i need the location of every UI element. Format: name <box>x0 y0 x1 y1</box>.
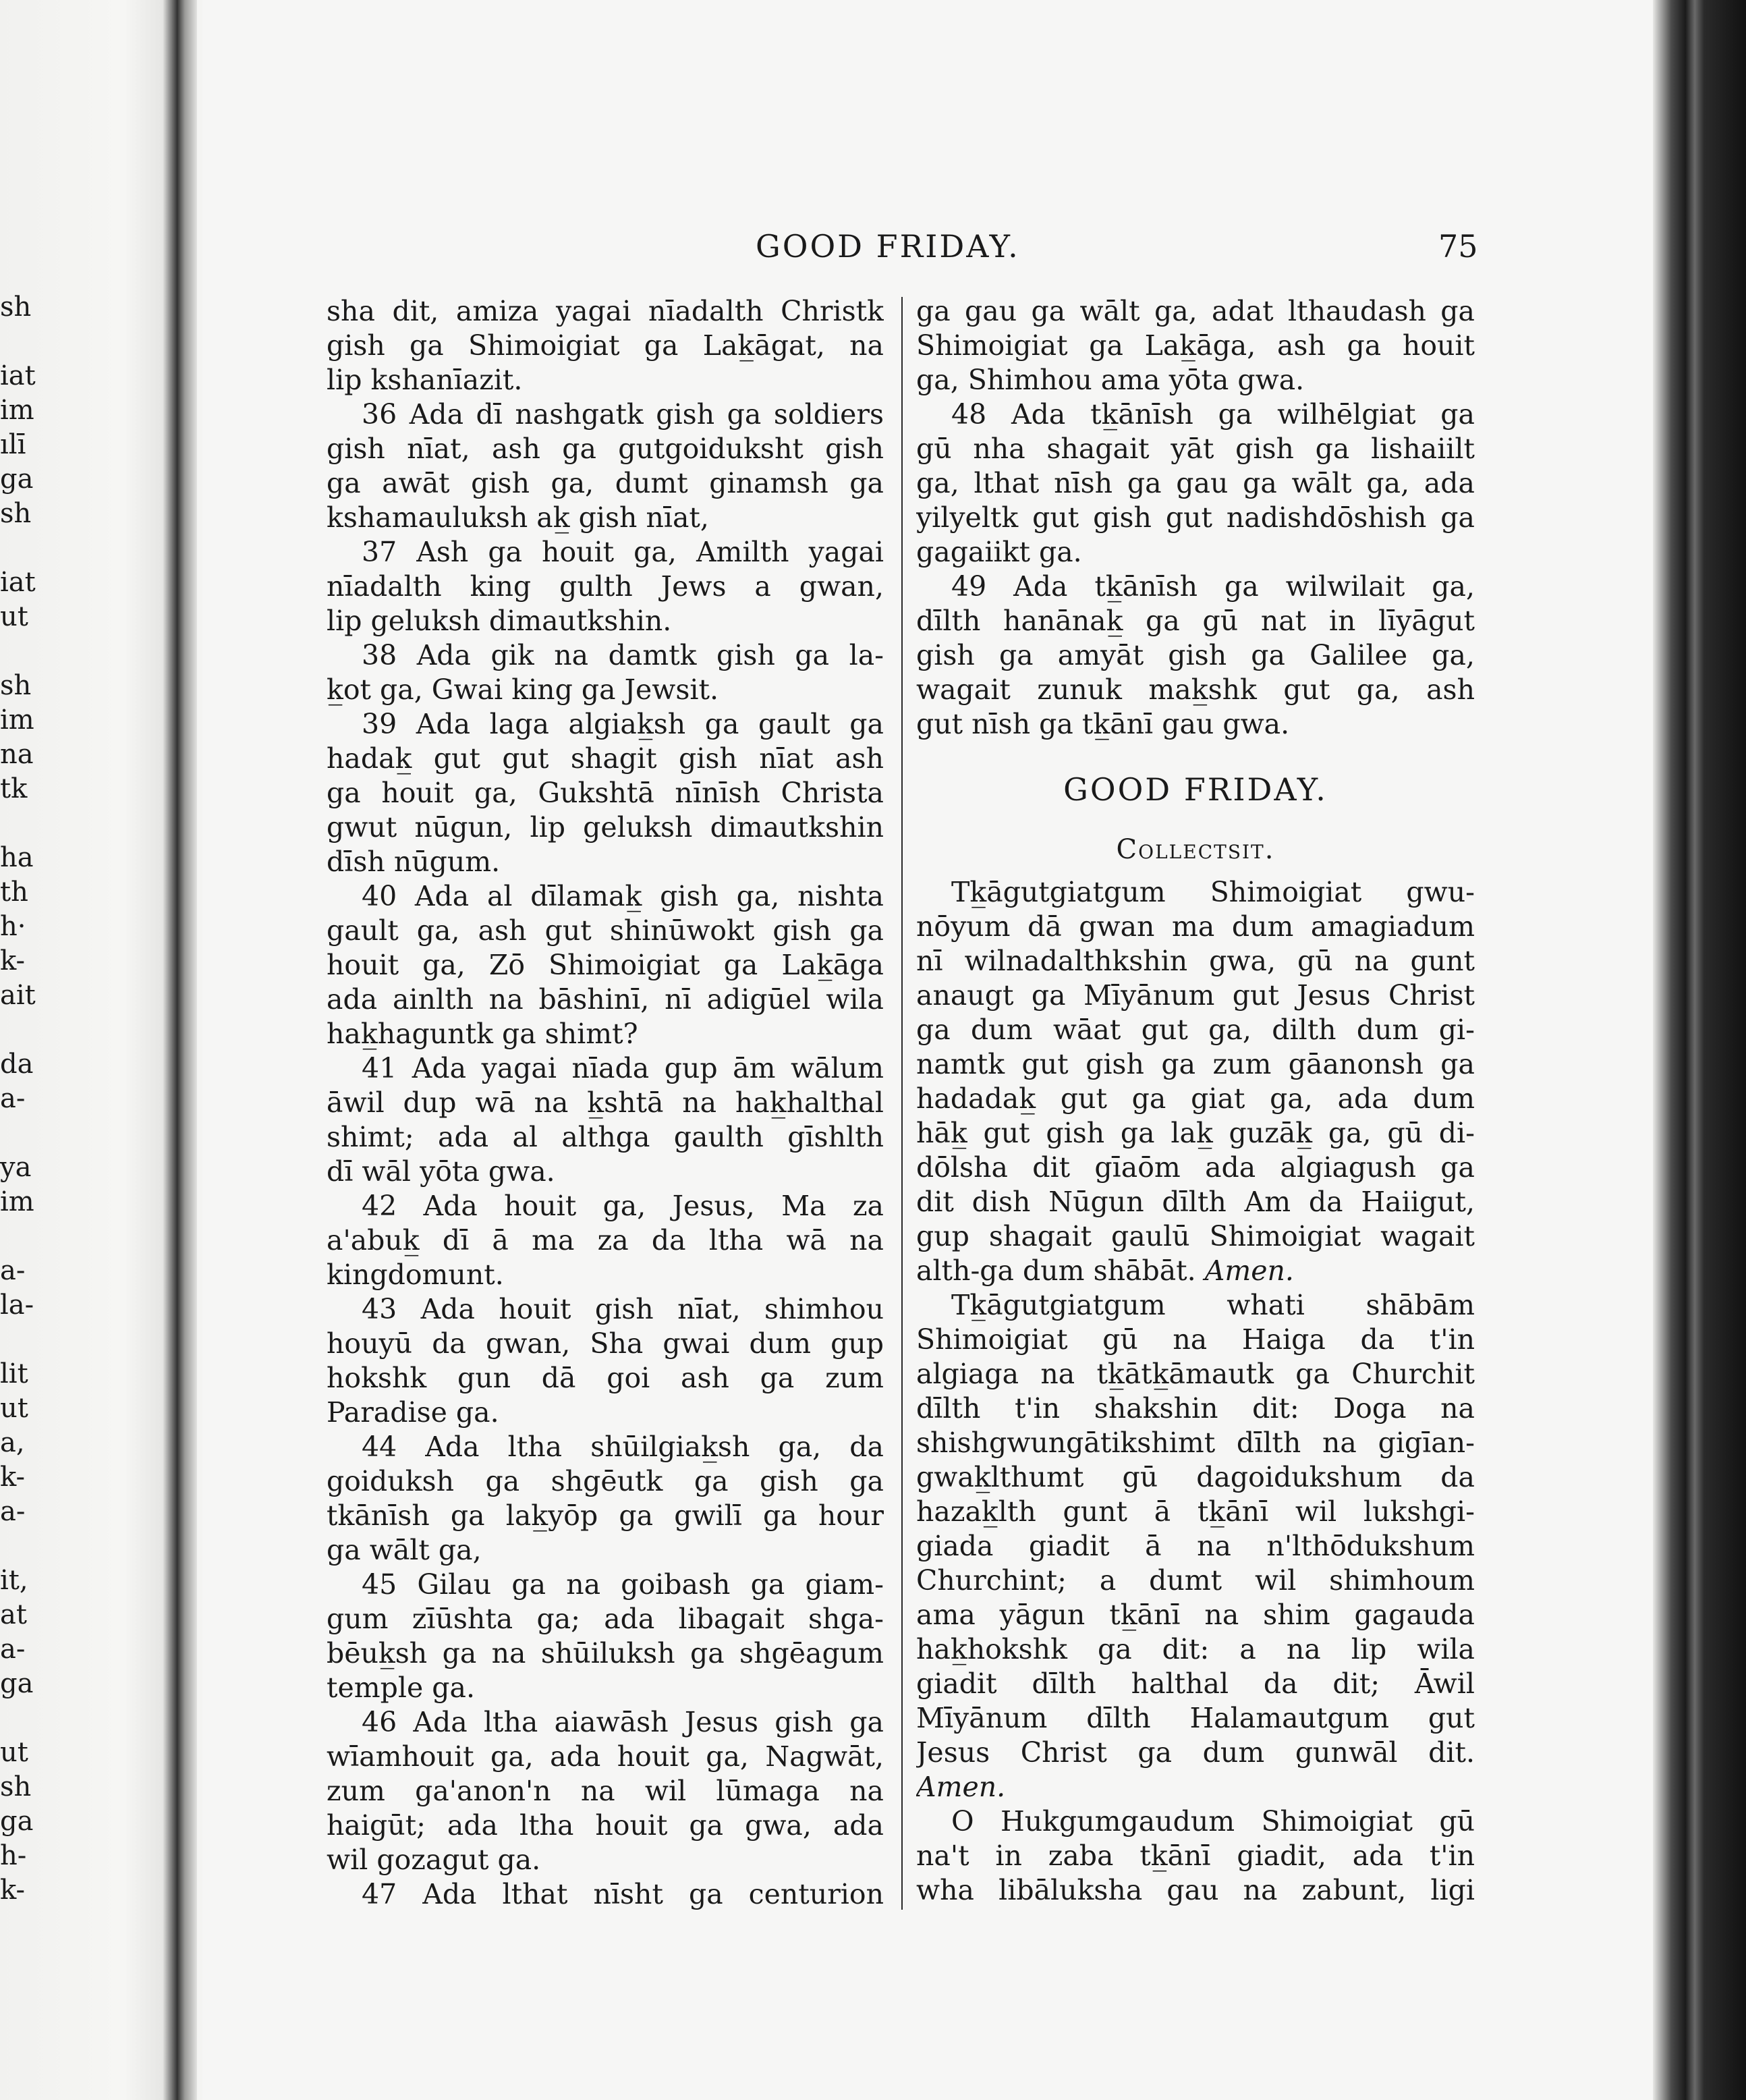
line-text: k̲ot ga, Gwai king ga Jewsit. <box>327 673 719 706</box>
line-text: hazak̲lth gunt ā tk̲ānī wil lukshgi- <box>916 1495 1475 1528</box>
line-text: wagait zunuk mak̲shk gut ga, ash <box>916 673 1475 706</box>
text-line <box>327 1636 884 1671</box>
line-text: ga houit ga, Gukshtā nīnīsh Christa <box>327 777 884 809</box>
left-fragment: ait <box>0 980 36 1011</box>
line-text: ada ainlth na bāshinī, nī adigūel wila <box>327 983 884 1016</box>
text-line <box>916 978 1475 1013</box>
line-text: Jesus Christ ga dum gunwāl dit. <box>916 1736 1475 1769</box>
text-line <box>327 1430 884 1464</box>
left-fragment: ga <box>0 1806 34 1837</box>
text-line <box>916 1013 1475 1047</box>
collect-text <box>916 875 1475 1908</box>
text-line <box>916 570 1475 604</box>
text-line <box>916 604 1475 638</box>
left-fragment: ga <box>0 464 34 495</box>
text-line <box>916 1116 1475 1151</box>
text-line <box>916 1185 1475 1219</box>
text-line <box>916 1632 1475 1667</box>
line-text: āwil dup wā na k̲shtā na hak̲halthal <box>327 1086 884 1119</box>
line-text: houyū da gwan, Sha gwai dum gup <box>327 1327 884 1360</box>
left-page-text-fragments <box>0 290 40 1908</box>
text-line <box>916 638 1475 673</box>
text-line <box>327 742 884 776</box>
text-line <box>327 1740 884 1774</box>
line-text: ga, Shimhou ama yōta gwa. <box>916 364 1305 396</box>
left-fragment: iat <box>0 567 36 598</box>
text-line <box>327 1877 884 1912</box>
section-heading: GOOD FRIDAY. <box>1063 771 1328 808</box>
text-line <box>327 845 884 879</box>
text-line <box>916 1426 1475 1460</box>
left-fragment: ga <box>0 1668 34 1699</box>
text-line <box>327 914 884 948</box>
line-text: houit ga, Zō Shimoigiat ga Lak̲āga <box>327 949 884 981</box>
line-text: kingdomunt. <box>327 1259 504 1291</box>
line-text: ga, lthat nīsh ga gau ga wālt ga, ada <box>916 467 1475 499</box>
left-fragment: ut <box>0 1393 28 1424</box>
text-line <box>916 1701 1475 1736</box>
left-fragment: at <box>0 1599 27 1630</box>
text-line <box>327 1120 884 1155</box>
left-fragment: a- <box>0 1083 26 1114</box>
left-fragment: ılī <box>0 429 26 460</box>
line-text: hokshk gun dā goi ash ga zum <box>327 1362 884 1394</box>
line-text: hadadak̲ gut ga giat ga, ada dum <box>916 1082 1475 1115</box>
text-line <box>327 1155 884 1189</box>
line-text: 48 Ada tk̲ānīsh ga wilhēlgiat ga <box>951 398 1475 431</box>
line-text: wīamhouit ga, ada houit ga, Nagwāt, <box>327 1740 884 1773</box>
text-line <box>327 948 884 983</box>
left-fragment <box>0 1116 40 1151</box>
text-line <box>327 294 884 329</box>
left-fragment: tk <box>0 773 28 804</box>
text-line <box>327 1327 884 1361</box>
text-line <box>327 1671 884 1705</box>
line-text: dīlth hanānak̲ ga gū nat in līyāgut <box>916 605 1475 637</box>
left-fragment: iat <box>0 360 36 391</box>
text-line <box>916 1391 1475 1426</box>
text-line <box>327 466 884 501</box>
text-line <box>327 535 884 570</box>
line-text: temple ga. <box>327 1671 475 1704</box>
text-line <box>327 1396 884 1430</box>
text-line <box>916 707 1475 742</box>
left-column <box>327 294 884 1912</box>
line-text: lip geluksh dimautkshin. <box>327 605 672 637</box>
text-line <box>916 1564 1475 1598</box>
line-text: wil gozagut ga. <box>327 1844 541 1876</box>
left-fragment <box>0 531 40 565</box>
text-line <box>916 1254 1475 1288</box>
left-fragment: da <box>0 1049 34 1080</box>
text-line <box>916 1357 1475 1391</box>
text-line <box>916 363 1475 397</box>
line-text: kshamauluksh ak̲ gish nīat, <box>327 501 709 534</box>
left-fragment: a- <box>0 1496 26 1527</box>
line-text: sha dit, amiza yagai nīadalth Christk <box>327 295 884 327</box>
text-line <box>327 707 884 742</box>
line-text: hāk̲ gut gish ga lak̲ guzāk̲ ga, gū di- <box>916 1117 1475 1149</box>
text-line <box>327 570 884 604</box>
line-text: ama yāgun tk̲ānī na shim gagauda <box>916 1599 1475 1631</box>
text-line <box>327 1189 884 1223</box>
text-line <box>916 1288 1475 1323</box>
line-text: nīadalth king gulth Jews a gwan, <box>327 570 884 603</box>
left-fragment <box>0 806 40 841</box>
text-line <box>916 673 1475 707</box>
left-fragment: la- <box>0 1290 34 1321</box>
text-line <box>916 501 1475 535</box>
section-subheading: Collectsit. <box>1116 834 1275 865</box>
text-line <box>327 1361 884 1396</box>
line-text: Churchint; a dumt wil shimhoum <box>916 1564 1475 1597</box>
line-text: giada giadit ā na n'lthōdukshum <box>916 1530 1475 1562</box>
text-line <box>327 1223 884 1258</box>
text-line <box>327 1051 884 1086</box>
line-text: gish nīat, ash ga gutgoiduksht gish <box>327 433 884 465</box>
line-text: giadit dīlth halthal da dit; Āwil <box>916 1667 1475 1700</box>
text-line <box>916 1082 1475 1116</box>
text-line <box>916 1804 1475 1839</box>
left-fragment <box>0 1323 40 1357</box>
text-line <box>916 944 1475 978</box>
left-fragment: sh <box>0 498 32 529</box>
left-page-edge <box>0 0 177 2100</box>
line-text: algiaga na tk̲ātk̲āmautk ga Churchit <box>916 1358 1475 1390</box>
left-fragment: h· <box>0 911 26 942</box>
line-text: 37 Ash ga houit ga, Amilth yagai <box>362 536 884 568</box>
text-line <box>916 1047 1475 1082</box>
line-text: gup shagait gaulū Shimoigiat wagait <box>916 1220 1475 1252</box>
line-text: 39 Ada laga algiak̲sh ga gault ga <box>362 708 884 740</box>
left-fragment: a, <box>0 1427 25 1458</box>
text-line <box>327 1602 884 1636</box>
text-line <box>327 1292 884 1327</box>
text-line <box>327 1464 884 1499</box>
text-line <box>916 1460 1475 1495</box>
text-line <box>916 535 1475 570</box>
text-line <box>327 1086 884 1120</box>
amen: Amen. <box>1195 1254 1294 1287</box>
page-number: 75 <box>1438 228 1478 265</box>
line-text: haigūt; ada ltha houit ga gwa, ada <box>327 1809 884 1842</box>
line-text: 44 Ada ltha shūilgiak̲sh ga, da <box>362 1431 884 1463</box>
left-fragment: a- <box>0 1255 26 1286</box>
left-fragment: it, <box>0 1565 28 1596</box>
line-text: 46 Ada ltha aiawāsh Jesus gish ga <box>362 1706 884 1738</box>
left-fragment <box>0 1013 40 1047</box>
text-line <box>327 1774 884 1808</box>
line-text: gum zīūshta ga; ada libagait shga- <box>327 1603 884 1635</box>
line-text: 36 Ada dī nashgatk gish ga soldiers <box>362 398 884 431</box>
text-line <box>916 466 1475 501</box>
column-rule <box>901 297 903 1910</box>
left-fragment: lit <box>0 1358 28 1389</box>
text-line <box>327 983 884 1017</box>
line-text: wha libāluksha gau na zabunt, ligi <box>916 1874 1475 1906</box>
line-text: yilyeltk gut gish gut nadishdōshish ga <box>916 501 1475 534</box>
line-text: dīlth t'in shakshin dit: Doga na <box>916 1392 1475 1425</box>
text-line <box>327 1568 884 1602</box>
line-text: dī wāl yōta gwa. <box>327 1155 555 1188</box>
text-line <box>916 1495 1475 1529</box>
line-text: ga awāt gish ga, dumt ginamsh ga <box>327 467 884 499</box>
left-fragment <box>0 634 40 669</box>
text-line <box>916 1667 1475 1701</box>
left-fragment: im <box>0 395 34 426</box>
book-gutter <box>177 0 197 2100</box>
left-fragment: ya <box>0 1152 32 1183</box>
line-text: O Hukgumgaudum Shimoigiat gū <box>951 1805 1475 1837</box>
line-text: ga dum wāat gut ga, dilth dum gi- <box>916 1014 1475 1046</box>
line-text: gault ga, ash gut shinūwokt gish ga <box>327 914 884 947</box>
line-text: gish ga Shimoigiat ga Lak̲āgat, na <box>327 329 884 362</box>
left-fragment: h- <box>0 1840 27 1871</box>
text-line <box>916 1219 1475 1254</box>
text-line <box>916 1736 1475 1770</box>
text-line <box>916 1598 1475 1632</box>
left-fragment <box>0 1219 40 1254</box>
line-text: Shimoigiat ga Lak̲āga, ash ga houit <box>916 329 1475 362</box>
text-line <box>916 1151 1475 1185</box>
line-text: Mīyānum dīlth Halamautgum gut <box>916 1702 1475 1734</box>
left-fragment: sh <box>0 670 32 701</box>
line-text: alth-ga dum shābāt. <box>916 1254 1196 1287</box>
line-text: lip kshanīazit. <box>327 364 523 396</box>
text-line <box>916 910 1475 944</box>
line-text: dōlsha dit gīaōm ada algiagush ga <box>916 1151 1475 1184</box>
text-line <box>916 1529 1475 1564</box>
text-line <box>327 673 884 707</box>
text-line <box>327 397 884 432</box>
line-text: shishgwungātikshimt dīlth na gigīan- <box>916 1427 1475 1459</box>
line-text: Tk̲āgutgiatgum whati shābām <box>951 1289 1475 1321</box>
line-text: dit dish Nūgun dīlth Am da Haiigut, <box>916 1186 1475 1218</box>
line-text: 42 Ada houit ga, Jesus, Ma za <box>362 1190 884 1222</box>
left-fragment: ha <box>0 842 34 873</box>
line-text: hak̲haguntk ga shimt? <box>327 1018 638 1050</box>
text-line <box>327 776 884 810</box>
text-line <box>327 1843 884 1877</box>
text-line <box>327 329 884 363</box>
line-text: 45 Gilau ga na goibash ga giam- <box>362 1568 884 1601</box>
text-line <box>327 810 884 845</box>
text-line <box>916 432 1475 466</box>
line-text: gish ga amyāt gish ga Galilee ga, <box>916 639 1475 671</box>
left-fragment: k- <box>0 1875 26 1906</box>
line-text: a'abuk̲ dī ā ma za da ltha wā na <box>327 1224 884 1256</box>
left-fragment: th <box>0 877 28 908</box>
line-text: 41 Ada yagai nīada gup ām wālum <box>362 1052 884 1084</box>
text-line <box>327 1017 884 1051</box>
line-text: anaugt ga Mīyānum gut Jesus Christ <box>916 979 1475 1012</box>
right-column-top <box>916 294 1475 742</box>
line-text: ga wālt ga, <box>327 1534 482 1566</box>
left-fragment: im <box>0 704 34 736</box>
line-text: ga gau ga wālt ga, adat lthaudash ga <box>916 295 1475 327</box>
line-text: 47 Ada lthat nīsht ga centurion <box>362 1878 884 1910</box>
line-text: nī wilnadalthkshin gwa, gū na gunt <box>916 945 1475 977</box>
line-text: gwut nūgun, lip geluksh dimautkshin <box>327 811 884 844</box>
left-fragment <box>0 325 40 359</box>
left-fragment: im <box>0 1186 34 1217</box>
text-line <box>327 1808 884 1843</box>
line-text: 38 Ada gik na damtk gish ga la- <box>362 639 884 671</box>
left-fragment: ut <box>0 601 28 632</box>
text-line <box>916 329 1475 363</box>
left-fragment: na <box>0 739 34 770</box>
line-text: hadak̲ gut gut shagit gish nīat ash <box>327 742 884 775</box>
left-fragment: sh <box>0 1771 32 1802</box>
running-head: GOOD FRIDAY. <box>756 228 1020 265</box>
line-text: hak̲hokshk ga dit: a na lip wila <box>916 1633 1475 1665</box>
line-text: 43 Ada houit gish nīat, shimhou <box>362 1293 884 1325</box>
left-fragment: sh <box>0 292 32 323</box>
line-text: Shimoigiat gū na Haiga da t'in <box>916 1323 1475 1356</box>
left-fragment: k- <box>0 945 26 976</box>
left-fragment: k- <box>0 1462 26 1493</box>
right-book-edge <box>1653 0 1746 2100</box>
line-text: gagaiikt ga. <box>916 536 1082 568</box>
line-text: gwak̲lthumt gū dagoidukshum da <box>916 1461 1475 1493</box>
line-text: 40 Ada al dīlamak̲ gish ga, nishta <box>362 880 884 912</box>
line-text: gū nha shagait yāt gish ga lishaiilt <box>916 433 1475 465</box>
line-text: dīsh nūgum. <box>327 846 501 878</box>
line-text: Paradise ga. <box>327 1396 499 1429</box>
text-line <box>327 638 884 673</box>
text-line <box>916 1839 1475 1873</box>
text-line <box>327 432 884 466</box>
text-line <box>327 1258 884 1292</box>
amen: Amen. <box>916 1771 1006 1803</box>
line-text: nōyum dā gwan ma dum amagiadum <box>916 910 1475 943</box>
line-text: namtk gut gish ga zum gāanonsh ga <box>916 1048 1475 1080</box>
line-text: 49 Ada tk̲ānīsh ga wilwilait ga, <box>951 570 1475 603</box>
text-line <box>916 397 1475 432</box>
text-line <box>327 363 884 397</box>
text-line <box>327 879 884 914</box>
text-line <box>916 875 1475 910</box>
line-text: tkānīsh ga lak̲yōp ga gwilī ga hour <box>327 1499 884 1532</box>
line-text: goiduksh ga shgēutk ga gish ga <box>327 1465 884 1497</box>
left-fragment: ut <box>0 1737 28 1768</box>
text-line <box>327 1705 884 1740</box>
line-text: Tk̲āgutgiatgum Shimoigiat gwu- <box>951 876 1475 908</box>
right-column <box>916 294 1475 1908</box>
left-fragment <box>0 1701 40 1736</box>
text-line <box>916 1770 1475 1804</box>
line-text: bēuk̲sh ga na shūiluksh ga shgēagum <box>327 1637 884 1669</box>
line-text: na't in zaba tk̲ānī giadit, ada t'in <box>916 1840 1475 1872</box>
text-line <box>327 501 884 535</box>
text-line <box>916 1323 1475 1357</box>
line-text: zum ga'anon'n na wil lūmaga na <box>327 1775 884 1807</box>
text-line <box>327 1533 884 1568</box>
text-line <box>916 294 1475 329</box>
left-fragment: a- <box>0 1634 26 1665</box>
text-line <box>327 1499 884 1533</box>
line-text: gut nīsh ga tk̲ānī gau gwa. <box>916 708 1290 740</box>
text-line <box>916 1873 1475 1908</box>
line-text: shimt; ada al althga gaulth gīshlth <box>327 1121 884 1153</box>
text-line <box>327 604 884 638</box>
left-fragment <box>0 1529 40 1564</box>
